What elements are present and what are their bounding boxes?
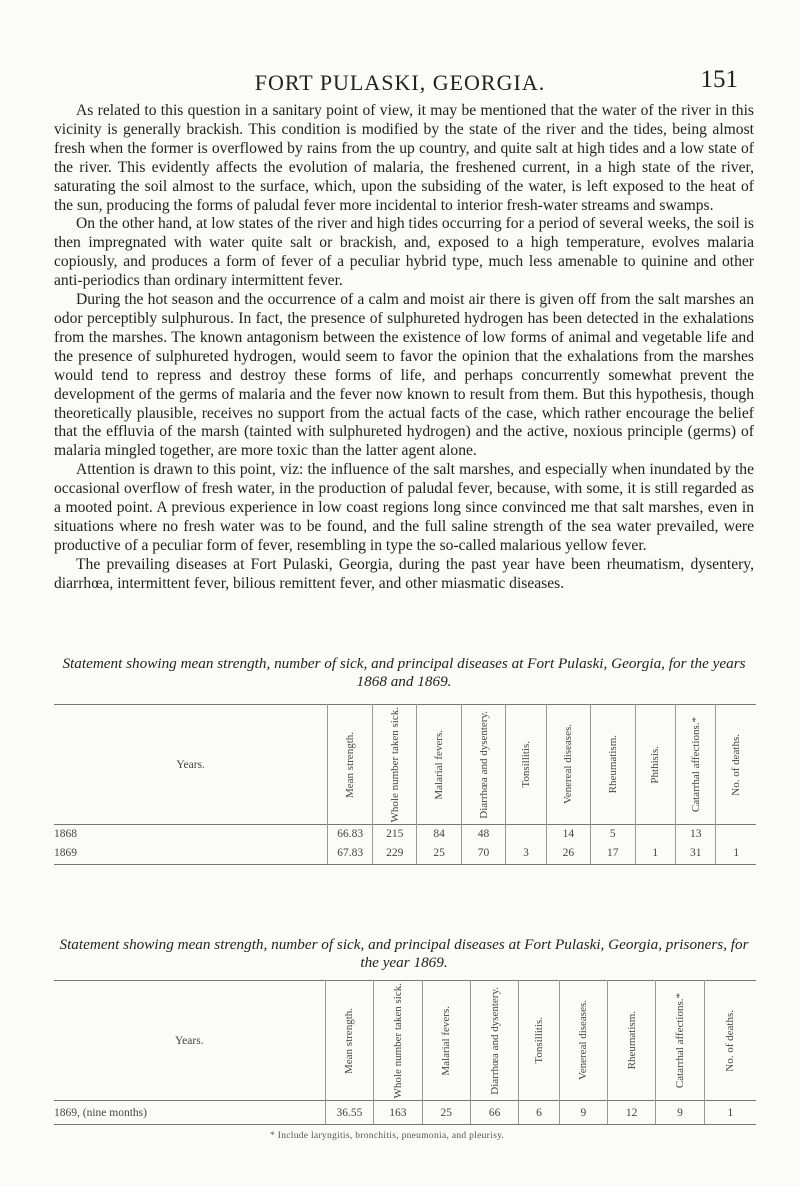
- paragraph: The prevailing diseases at Fort Pulaski, Georgia, during the past year have been rheumatism, dysentery, diarrhœa, intermittent fever, bilious remittent fever, and other miasmatic diseases.: [54, 555, 754, 592]
- col-header-label: Rheumatism.: [606, 735, 619, 794]
- page-header: [0, 66, 800, 100]
- col-header: [470, 981, 518, 1101]
- cell: 84: [417, 825, 461, 843]
- cell: 67.83: [328, 843, 373, 865]
- cell: 31: [675, 843, 715, 865]
- col-header: [635, 705, 675, 825]
- col-header: [704, 981, 756, 1101]
- table1-caption: Statement showing mean strength, number of sick, and principal diseases at Fort Pulaski, Georgia, for the years 1868 and 1869.: [62, 655, 746, 690]
- col-header: [675, 705, 715, 825]
- table-row: [54, 843, 756, 865]
- col-header-label: Venereal diseases.: [562, 724, 575, 805]
- col-header-label: Venereal diseases.: [577, 1000, 590, 1081]
- row-year: 1869, (nine months): [54, 1101, 325, 1125]
- cell: 25: [417, 843, 461, 865]
- cell: 3: [506, 843, 546, 865]
- table1: [54, 704, 756, 865]
- row-year: 1868: [54, 827, 77, 840]
- col-header: [325, 981, 374, 1101]
- col-header: [372, 705, 416, 825]
- col-header: [559, 981, 607, 1101]
- col-header: [656, 981, 704, 1101]
- cell: [716, 825, 756, 843]
- paragraph: During the hot season and the occurrence of a calm and moist air there is given off from the salt marshes an odor perceptibly sulphurous. In fact, the presence of sulphureted hydrogen has been detected in the exhalations from the marshes. The known antagonism between the existence of low forms of animal and vegetable life and the presence of sulphureted hydrogen, would seem to favor the opinion that the exhalations from the marshes would tend to repress and destroy these forms of life, and perhaps concurrently somewhat prevent the development of the germs of malaria and the fever now known to result from them. But this hypothesis, though theoretically plausible, receives no support from the actual facts of the case, which rather encourage the belief that the effluvia of the marsh (tainted with sulphureted hydrogen) and the active, noxious principle (germs) of malaria mingled together, are more toxic than the latter agent alone.: [54, 291, 754, 460]
- col-header-label: No. of deaths.: [730, 733, 743, 796]
- col-header-label: Whole number taken sick.: [391, 982, 404, 1099]
- cell: 5: [591, 825, 635, 843]
- table1-header-row: [54, 705, 756, 825]
- col-header-label: Malarial fevers.: [440, 1005, 453, 1076]
- col-header: [328, 705, 373, 825]
- row-year: 1869: [54, 843, 328, 865]
- footnote: * Include laryngitis, bronchitis, pneumonia, and pleurisy.: [270, 1131, 505, 1141]
- cell: 229: [372, 843, 416, 865]
- col-header: [422, 981, 470, 1101]
- col-header-label: Mean strength.: [344, 731, 357, 798]
- cell: 25: [422, 1101, 470, 1125]
- col-header-label: Phthisis.: [649, 745, 662, 784]
- cell: 26: [546, 843, 590, 865]
- cell: 14: [546, 825, 590, 843]
- years-header: Years.: [176, 758, 205, 771]
- cell: 9: [559, 1101, 607, 1125]
- col-header-label: Whole number taken sick.: [388, 706, 401, 823]
- cell: 70: [461, 843, 505, 865]
- cell: 13: [675, 825, 715, 843]
- cell: 1: [704, 1101, 756, 1125]
- col-header-label: Catarrhal affections.*: [689, 716, 702, 813]
- cell: [506, 825, 546, 843]
- col-header: [608, 981, 656, 1101]
- col-header: [417, 705, 461, 825]
- table-row: [54, 1101, 756, 1125]
- cell: 215: [372, 825, 416, 843]
- cell: 1: [635, 843, 675, 865]
- col-header: [716, 705, 756, 825]
- cell: 6: [519, 1101, 559, 1125]
- years-header: Years.: [175, 1034, 204, 1047]
- table2: [54, 980, 756, 1125]
- col-header-label: Catarrhal affections.*: [673, 992, 686, 1089]
- paragraph: As related to this question in a sanitary point of view, it may be mentioned that the water of the river in this vicinity is generally brackish. This condition is modified by the state of the river and the tides, being almost fresh when the former is overflowed by rains from the up country, and quite salt at high tides and a low state of the river. This evidently affects the evolution of malaria, the freshened current, in a high state of the river, saturating the soil almost to the surface, which, upon the subsiding of the water, is left exposed to the heat of the sun, producing the forms of paludal fever more incidental to interior fresh-water streams and swamps.: [54, 102, 754, 214]
- col-header-label: Tonsillitis.: [532, 1017, 545, 1064]
- table2-caption: Statement showing mean strength, number of sick, and principal diseases at Fort Pulaski, Georgia, prisoners, for the year 1869.: [59, 936, 749, 971]
- col-header: [591, 705, 635, 825]
- col-header: [506, 705, 546, 825]
- page-number: 151: [700, 66, 738, 93]
- body-text: [54, 102, 754, 594]
- col-header: [519, 981, 559, 1101]
- cell: 9: [656, 1101, 704, 1125]
- col-header-label: Diarrhœa and dysentery.: [488, 986, 501, 1095]
- col-header: [374, 981, 422, 1101]
- cell: [635, 825, 675, 843]
- cell: 163: [374, 1101, 422, 1125]
- cell: 66: [470, 1101, 518, 1125]
- col-header: [546, 705, 590, 825]
- col-header: [461, 705, 505, 825]
- col-header-label: Rheumatism.: [625, 1011, 638, 1070]
- cell: 1: [716, 843, 756, 865]
- cell: 17: [591, 843, 635, 865]
- cell: 66.83: [328, 825, 373, 843]
- running-head: FORT PULASKI, GEORGIA.: [254, 70, 546, 95]
- cell: 48: [461, 825, 505, 843]
- col-header-label: Malarial fevers.: [433, 729, 446, 800]
- col-header-label: Diarrhœa and dysentery.: [477, 710, 490, 819]
- col-header-label: Mean strength.: [343, 1007, 356, 1074]
- paragraph: Attention is drawn to this point, viz: the influence of the salt marshes, and especially when inundated by the occasional overflow of fresh water, in the production of paludal fever, because, with some, it is still regarded as a mooted point. A previous experience in low coast regions long since convinced me that salt marshes, even in situations where no fresh water was to be found, and the full saline strength of the sea water prevailed, were productive of a peculiar form of fever, resembling in type the so-called malarious yellow fever.: [54, 461, 754, 554]
- col-header-label: No. of deaths.: [724, 1009, 737, 1072]
- col-header-label: Tonsillitis.: [519, 741, 532, 788]
- cell: 36.55: [325, 1101, 374, 1125]
- paragraph: On the other hand, at low states of the river and high tides occurring for a period of several weeks, the soil is then impregnated with water quite salt or brackish, and, exposed to a high temperature, evolves malaria copiously, and produces a form of fever of a peculiar hybrid type, much less amenable to quinine and other anti-periodics than ordinary intermittent fever.: [54, 215, 754, 290]
- table2-header-row: [54, 981, 756, 1101]
- table-row: [54, 825, 756, 843]
- cell: 12: [608, 1101, 656, 1125]
